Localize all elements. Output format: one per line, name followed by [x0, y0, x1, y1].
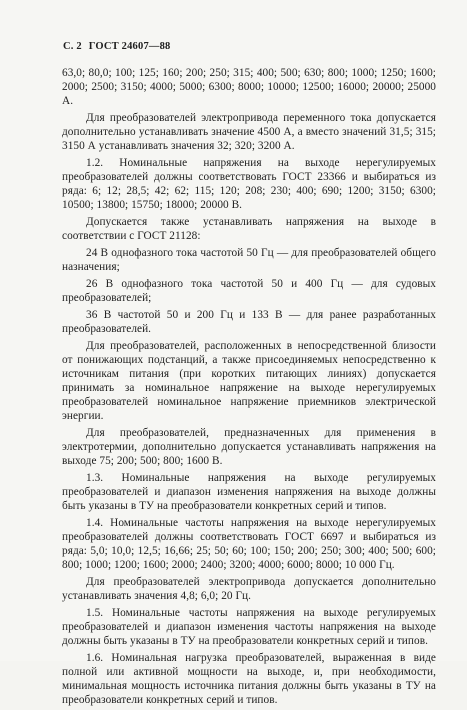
paragraph-current-values: 63,0; 80,0; 100; 125; 160; 200; 250; 315; 400; 500; 630; 800; 1000; 1250; 1600; 2000; 2500; 3150; 4000; 5000; 6300; 8000; 10000; 12500; 16000; 20000; 25000 А.: [62, 67, 436, 107]
page-header: [63, 41, 175, 52]
paragraph: Для преобразователей электропривода допускается дополнительно устанавливать значения 4,8; 6,0; 20 Гц.: [62, 576, 436, 602]
paragraph: 26 В однофазного тока частотой 50 и 400 Гц — для судовых преобразователей;: [62, 278, 436, 304]
paragraph-clause-1-2: 1.2. Номинальные напряжения на выходе нерегулируемых преобразователей должны соответствовать ГОСТ 23366 и выбираться из ряда: 6; 12; 28,5; 42; 62; 115; 120; 208; 230; 400; 690; 1200; 3150; 6300; 10500; 13800; 15750; 18000; 20000 В.: [62, 157, 436, 211]
body-text: [62, 66, 436, 710]
paragraph-clause-1-4: 1.4. Номинальные частоты напряжения на выходе нерегулируемых преобразователей должны соответствовать ГОСТ 6697 и выбираться из ряда: 5,0; 10,0; 12,5; 16,66; 25; 50; 60; 100; 150; 200; 250; 300; 400; 500; 600; 800; 1000; 1200; 1600; 2000; 2400; 3200; 4000; 6000; 8000; 10 000 Гц.: [62, 517, 436, 571]
paragraph-clause-1-3: 1.3. Номинальные напряжения на выходе регулируемых преобразователей и диапазон изменения напряжения на выходе должны быть указаны в ТУ на преобразователи конкретных серий и типов.: [62, 472, 436, 512]
paragraph: Для преобразователей, расположенных в непосредственной близости от понижающих подстанций, а также присоединяемых непосредственно к источникам питания (при коротких питающих линиях) допускается принимать за номинальное напряжение на выходе нерегулируемых преобразователей номинальное напряжение приемников электрической энергии.: [62, 340, 436, 422]
paragraph: 24 В однофазного тока частотой 50 Гц — для преобразователей общего назначения;: [62, 247, 436, 273]
paragraph: Для преобразователей, предназначенных для применения в электротермии, дополнительно допускается устанавливать напряжения на выходе 75; 200; 500; 800; 1600 В.: [62, 427, 436, 467]
paragraph-clause-1-5: 1.5. Номинальные частоты напряжения на выходе регулируемых преобразователей и диапазон изменения частоты напряжения на выходе должны быть указаны в ТУ на преобразователи конкретных серий и типов.: [62, 607, 436, 647]
standard-code: ГОСТ 24607—88: [88, 41, 171, 52]
paragraph: Допускается также устанавливать напряжения на выходе в соответствии с ГОСТ 21128:: [62, 216, 436, 242]
page-number: С. 2: [63, 41, 82, 52]
paragraph: Для преобразователей электропривода переменного тока допускается дополнительно устанавливать значение 4500 А, а вместо значений 31,5; 315; 3150 А устанавливать значения 32; 320; 3200 А.: [62, 112, 436, 152]
paragraph-clause-1-6: 1.6. Номинальная нагрузка преобразователей, выраженная в виде полной или активной мощности на выходе, и, при необходимости, минимальная мощность источника питания должны быть указаны в ТУ на преобразователи конкретных серий и типов.: [62, 652, 436, 706]
paragraph: 36 В частотой 50 и 200 Гц и 133 В — для ранее разработанных преобразователей.: [62, 309, 436, 335]
